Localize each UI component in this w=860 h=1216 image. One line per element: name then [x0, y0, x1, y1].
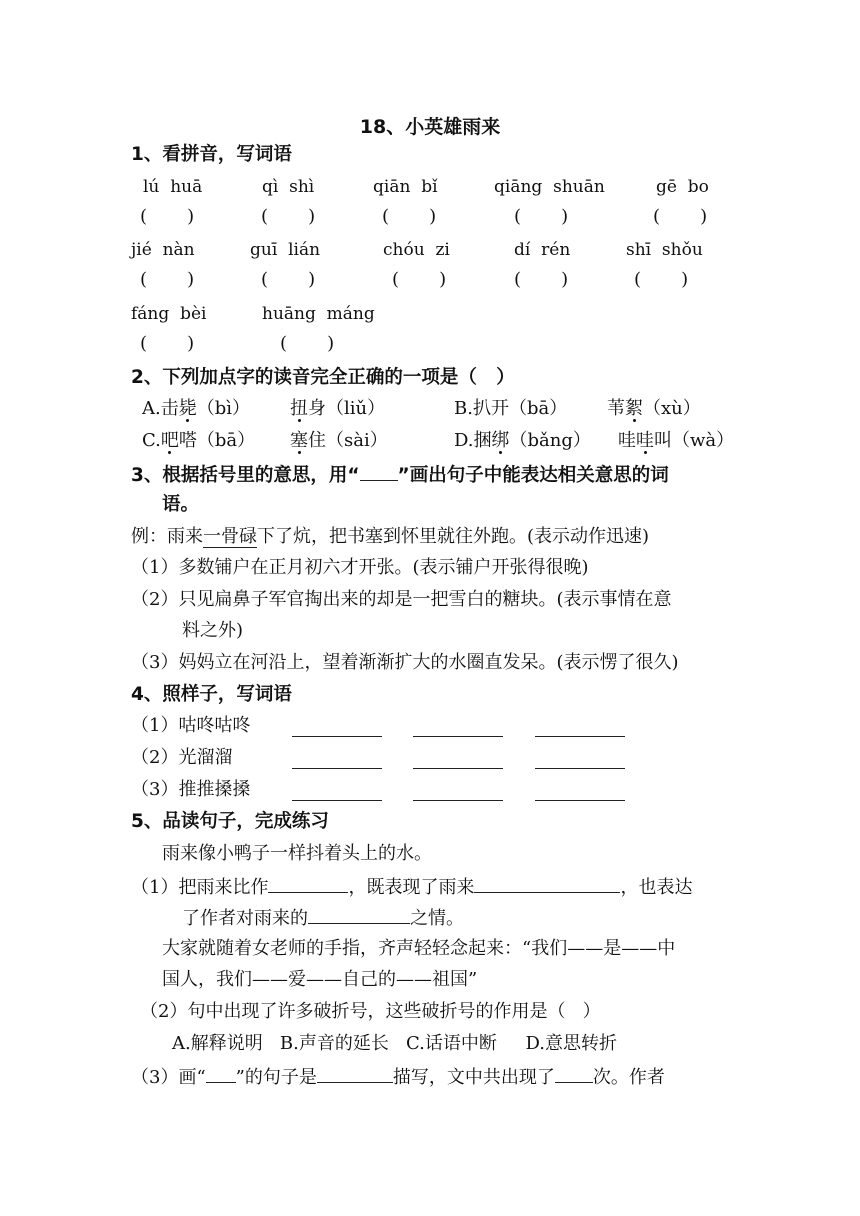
answer-blank[interactable]	[474, 874, 620, 893]
answer-box-2-1[interactable]: ( )	[140, 269, 195, 290]
answer-blank[interactable]	[268, 874, 348, 893]
pinyin-1-3: qiān bǐ	[373, 177, 438, 197]
option-b-word1: B.扒开（bā）	[454, 398, 568, 419]
dotted-char: 扭	[290, 398, 308, 419]
pinyin-1-1: lú huā	[143, 177, 203, 197]
answer-box-1-4[interactable]: ( )	[514, 206, 569, 227]
dotted-char: 吧	[160, 430, 179, 451]
q4-item-2: （2）光溜溜	[131, 747, 233, 768]
q5-heading: 5、品读句子，完成练习	[131, 811, 329, 832]
option-a-word1: A.击毙（bì）	[142, 398, 251, 419]
answer-blank[interactable]	[535, 800, 625, 801]
answer-blank[interactable]	[413, 768, 503, 769]
answer-box-2-4[interactable]: ( )	[514, 269, 569, 290]
option-b-label: B.	[454, 398, 473, 419]
answer-box-1-3[interactable]: ( )	[382, 206, 437, 227]
option-d-word2: 哇哇叫（wà）	[618, 430, 735, 451]
pinyin-2-1: jié nàn	[131, 240, 195, 260]
q4-heading: 4、照样子，写词语	[131, 684, 292, 705]
pinyin-2-3: chóu zi	[383, 240, 450, 260]
q4-item-1: （1）咕咚咕咚	[131, 715, 251, 736]
q3-heading: 3、根据括号里的意思，用“ ”画出句子中能表达相关意思的词	[131, 462, 669, 488]
page-title: 18、小英雄雨来	[359, 116, 501, 138]
q3-item-2-cont: 料之外)	[182, 620, 244, 641]
dotted-char: 絮	[625, 398, 643, 419]
q5-sentence-2-cont: 国人，我们——爱——自己的——祖国”	[162, 969, 478, 990]
q1-heading: 1、看拼音，写词语	[131, 144, 292, 165]
answer-box-2-5[interactable]: ( )	[634, 269, 689, 290]
pinyin-1-2: qì shì	[262, 177, 315, 197]
underline-sample	[360, 462, 398, 481]
q4-item-3: （3）推推搡搡	[131, 779, 251, 800]
answer-box-2-3[interactable]: ( )	[392, 269, 447, 290]
pinyin-2-4: dí rén	[514, 240, 571, 260]
answer-box-3-2[interactable]: ( )	[280, 333, 335, 354]
pinyin-2-5: shī shǒu	[626, 240, 703, 260]
answer-box-1-1[interactable]: ( )	[140, 206, 195, 227]
dotted-char: 绑	[491, 430, 510, 451]
answer-blank[interactable]	[555, 1064, 593, 1083]
answer-blank[interactable]	[413, 736, 503, 737]
example-underlined-word: 一骨碌	[203, 526, 257, 547]
answer-box-3-1[interactable]: ( )	[140, 333, 195, 354]
q5-sentence-1: 雨来像小鸭子一样抖着头上的水。	[162, 843, 432, 864]
pinyin-2-2: guī lián	[250, 240, 321, 260]
option-d-label: D.	[454, 430, 474, 451]
q5-item-1: （1）把雨来比作 ，既表现了雨来 ，也表达	[131, 874, 692, 900]
underline-sample	[206, 1064, 236, 1083]
answer-blank[interactable]	[535, 736, 625, 737]
option-a-word2: 扭身（liǔ）	[290, 398, 386, 419]
dotted-char: 毙	[178, 398, 197, 419]
q5-sentence-2: 大家就随着女老师的手指，齐声轻轻念起来：“我们——是——中	[162, 938, 676, 959]
q3-item-1[interactable]: （1）多数铺户在正月初六才开张。(表示铺户开张得很晚)	[131, 557, 589, 578]
option-c-label: C.	[142, 430, 161, 451]
pinyin-1-5: gē bo	[656, 177, 709, 197]
dotted-char: 塞	[290, 430, 308, 451]
q3-example: 例：雨来一骨碌下了炕，把书塞到怀里就往外跑。(表示动作迅速)	[131, 526, 650, 547]
q3-heading-cont: 语。	[162, 494, 200, 515]
answer-box-1-2[interactable]: ( )	[261, 206, 316, 227]
pinyin-3-2: huāng máng	[262, 304, 375, 324]
answer-blank[interactable]	[535, 768, 625, 769]
q2-heading: 2、下列加点字的读音完全正确的一项是（ ）	[131, 367, 515, 388]
option-b-word2: 苇絮（xù）	[607, 398, 701, 419]
answer-blank[interactable]	[292, 736, 382, 737]
answer-box-2-2[interactable]: ( )	[261, 269, 316, 290]
q3-item-3[interactable]: （3）妈妈立在河沿上，望着渐渐扩大的水圈直发呆。(表示愣了很久)	[131, 652, 679, 673]
answer-box-1-5[interactable]: ( )	[653, 206, 708, 227]
option-c-word1: C.吧嗒（bā）	[142, 430, 256, 451]
q5-item-2[interactable]: （2）句中出现了许多破折号，这些破折号的作用是（ ）	[140, 1001, 601, 1022]
q3-item-2[interactable]: （2）只见扁鼻子军官掏出来的却是一把雪白的糖块。(表示事情在意	[131, 589, 672, 610]
q5-item-2-options: A.解释说明 B.声音的延长 C.话语中断 D.意思转折	[172, 1033, 617, 1054]
answer-blank[interactable]	[292, 800, 382, 801]
dotted-char: 哇	[636, 430, 654, 451]
option-c-word2: 塞住（sài）	[290, 430, 388, 451]
q5-item-3: （3）画“ ”的句子是 描写，文中共出现了 次。作者	[131, 1064, 665, 1090]
answer-blank[interactable]	[413, 800, 503, 801]
answer-blank[interactable]	[317, 1064, 393, 1083]
answer-blank[interactable]	[308, 905, 410, 924]
q5-item-1-cont: 了作者对雨来的 之情。	[182, 905, 464, 931]
answer-blank[interactable]	[292, 768, 382, 769]
pinyin-3-1: fáng bèi	[131, 304, 207, 324]
pinyin-1-4: qiāng shuān	[494, 177, 605, 197]
option-a-label: A.	[142, 398, 161, 419]
option-d-word1: D.捆绑（bǎng）	[454, 430, 591, 451]
